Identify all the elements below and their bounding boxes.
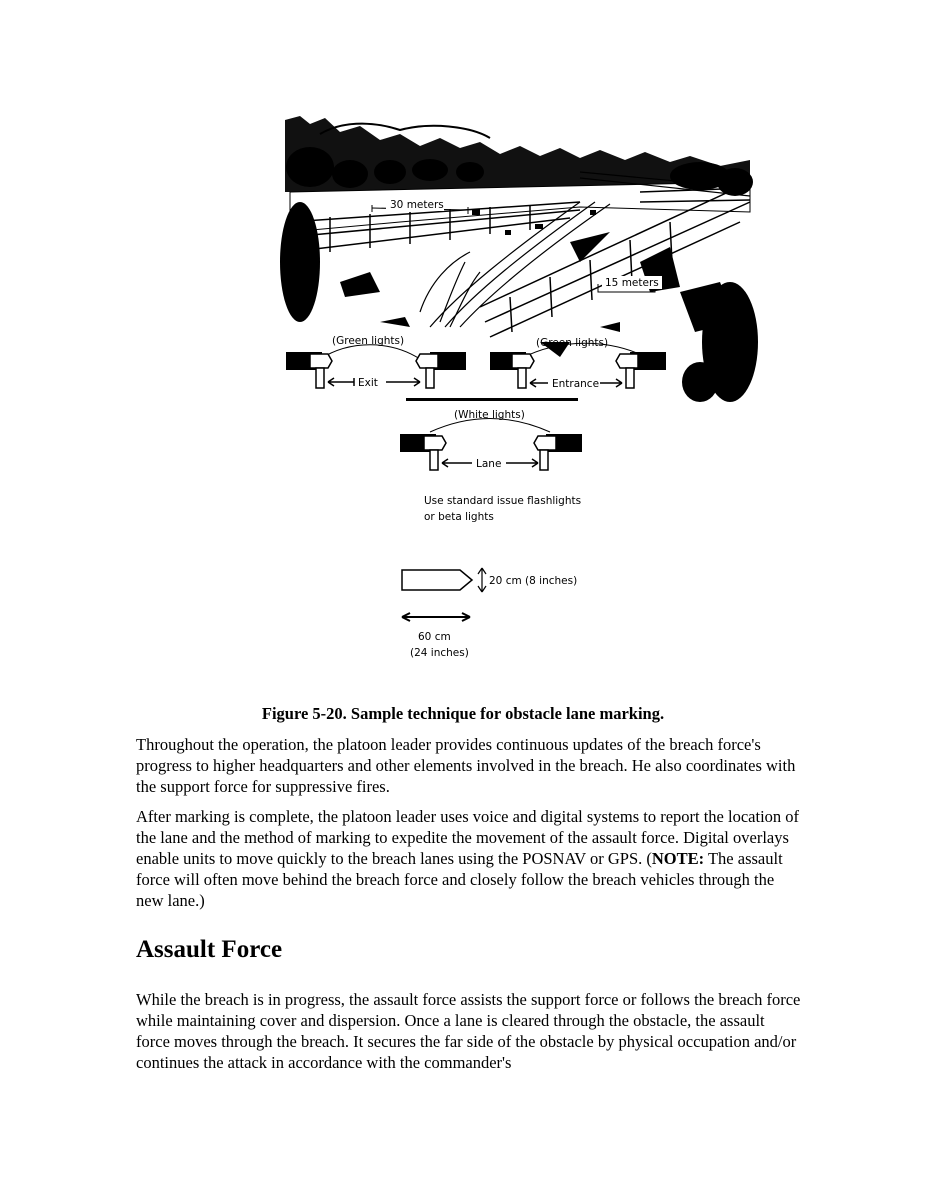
entrance-marker	[490, 337, 666, 390]
label-white-lights: (White lights)	[454, 409, 525, 421]
paragraph-lane-reporting-text: After marking is complete, the platoon leader uses voice and digital systems to report the location of the lane and the method of marking to expedite the movement of the assault force. Digital overlays enable units to move quickly to the breach lanes using the POSNAV or GPS. (	[136, 807, 800, 868]
paragraph-lane-reporting-note: The assault force will often move behind the breach force and closely follow the breach vehicles through the new lane.)	[136, 849, 783, 910]
label-height-dim: 20 cm (8 inches)	[489, 575, 578, 587]
exit-marker	[286, 335, 466, 389]
label-entrance: Entrance	[552, 378, 600, 390]
label-green-lights-left: (Green lights)	[332, 335, 405, 347]
note-line-2: or beta lights	[424, 511, 494, 523]
paragraph-lane-reporting	[136, 806, 801, 911]
note-line-1: Use standard issue flashlights	[424, 495, 582, 507]
figure-caption: Figure 5-20. Sample technique for obstacle lane marking.	[261, 704, 665, 723]
figure-divider	[406, 398, 578, 401]
obstacle-lane-figure	[280, 112, 760, 672]
marker-dimensions	[402, 568, 577, 659]
label-exit: Exit	[358, 377, 378, 389]
label-width-dim-1: 60 cm	[418, 631, 451, 643]
label-lane: Lane	[476, 458, 502, 470]
lane-marker	[400, 409, 582, 470]
label-30-meters: 30 meters	[390, 199, 444, 211]
paragraph-progress-updates: Throughout the operation, the platoon leader provides continuous updates of the breach force's progress to higher headquarters and other elements involved in the breach. He also coordinates with the support force for suppressive fires.	[136, 735, 796, 796]
obstacle-lane-diagram	[280, 112, 760, 672]
label-green-lights-right: (Green lights)	[536, 337, 609, 349]
label-width-dim-2: (24 inches)	[410, 647, 469, 659]
label-15-meters: 15 meters	[605, 277, 659, 289]
note-label: NOTE:	[651, 849, 705, 868]
paragraph-assault-force: While the breach is in progress, the assault force assists the support force or follows the breach force while maintaining cover and dispersion. Once a lane is cleared through the obstacle, the assault force moves through the breach. It secures the far side of the obstacle by physical occupation and/or continues the attack in accordance with the commander's	[136, 990, 801, 1072]
section-heading-assault-force: Assault Force	[136, 936, 283, 963]
